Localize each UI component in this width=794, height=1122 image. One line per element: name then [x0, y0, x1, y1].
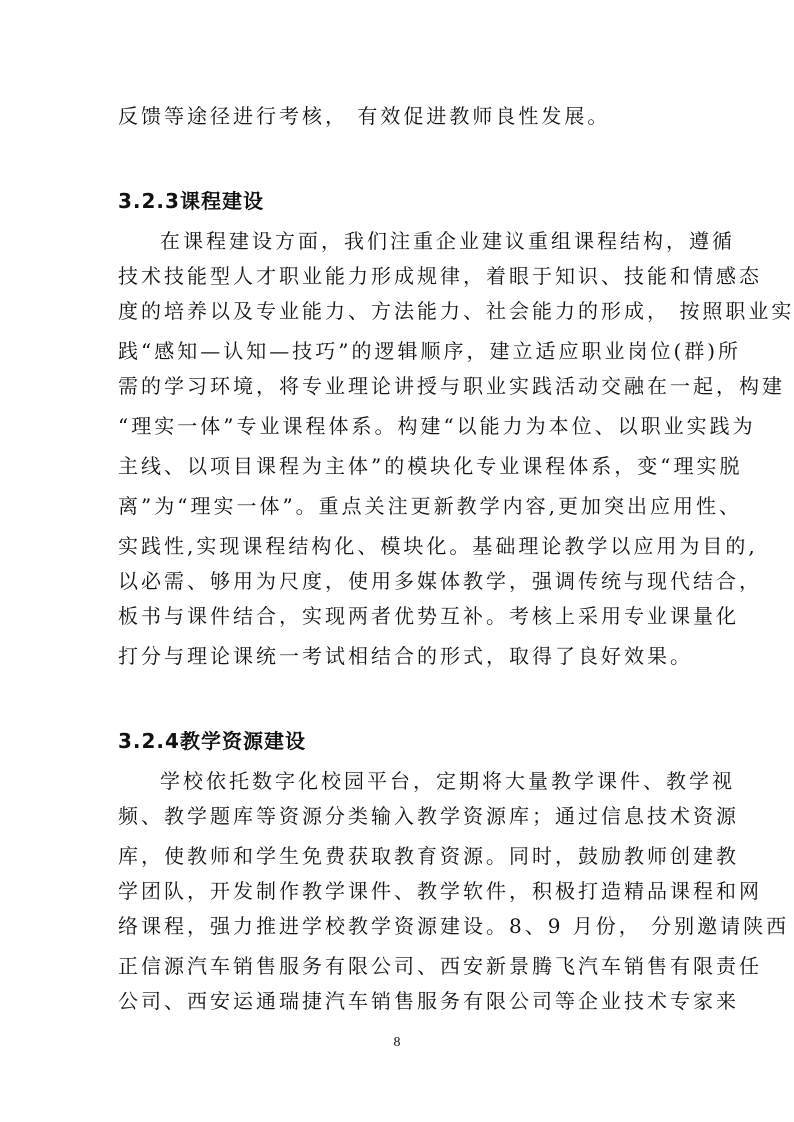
- paragraph-line: 公司、西安运通瑞捷汽车销售服务有限公司等企业技术专家来: [118, 989, 739, 1013]
- page-number: 8: [393, 1035, 401, 1050]
- paragraph-line: 学校依托数字化校园平台，定期将大量教学课件、教学视: [160, 769, 735, 793]
- paragraph-line: 络课程，强力推进学校教学资源建设。8、9 月份， 分别邀请陕西: [118, 914, 790, 938]
- paragraph-line: 板书与课件结合，实现两者优势互补。考核上采用专业课量化: [118, 604, 739, 628]
- paragraph-line: “理实一体”专业课程体系。构建“以能力为本位、以职业实践为: [118, 414, 756, 438]
- paragraph-line: 实践性,实现课程结构化、模块化。基础理论教学以应用为目的,: [118, 534, 758, 558]
- paragraph-line: 库，使教师和学生免费获取教育资源。同时，鼓励教师创建教: [118, 844, 739, 868]
- paragraph-line: 践“感知—认知—技巧”的逻辑顺序，建立适应职业岗位(群)所: [118, 339, 742, 363]
- paragraph-line: 技术技能型人才职业能力形成规律，着眼于知识、技能和情感态: [118, 264, 762, 288]
- paragraph-line: 主线、以项目课程为主体”的模块化专业课程体系，变“理实脱: [118, 454, 743, 478]
- paragraph-line: 离”为“理实一体”。重点关注更新教学内容,更加突出应用性、: [118, 494, 743, 518]
- paragraph-line: 正信源汽车销售服务有限公司、西安新景腾飞汽车销售有限责任: [118, 954, 762, 978]
- paragraph-line: 以必需、够用为尺度，使用多媒体教学，强调传统与现代结合，: [118, 569, 762, 593]
- section-heading-3-2-4: 3.2.4教学资源建设: [118, 729, 306, 753]
- paragraph-line: 频、教学题库等资源分类输入教学资源库；通过信息技术资源: [118, 804, 739, 828]
- paragraph-line: 度的培养以及专业能力、方法能力、社会能力的形成， 按照职业实: [118, 299, 794, 323]
- section-heading-3-2-3: 3.2.3课程建设: [118, 189, 264, 213]
- paragraph-line: 打分与理论课统一考试相结合的形式，取得了良好效果。: [118, 644, 693, 668]
- paragraph-line: 反馈等途径进行考核， 有效促进教师良性发展。: [118, 104, 611, 128]
- paragraph-line: 在课程建设方面，我们注重企业建议重组课程结构，遵循: [160, 229, 735, 253]
- paragraph-line: 学团队，开发制作教学课件、教学软件，积极打造精品课程和网: [118, 879, 762, 903]
- paragraph-line: 需的学习环境，将专业理论讲授与职业实践活动交融在一起，构建: [118, 374, 785, 398]
